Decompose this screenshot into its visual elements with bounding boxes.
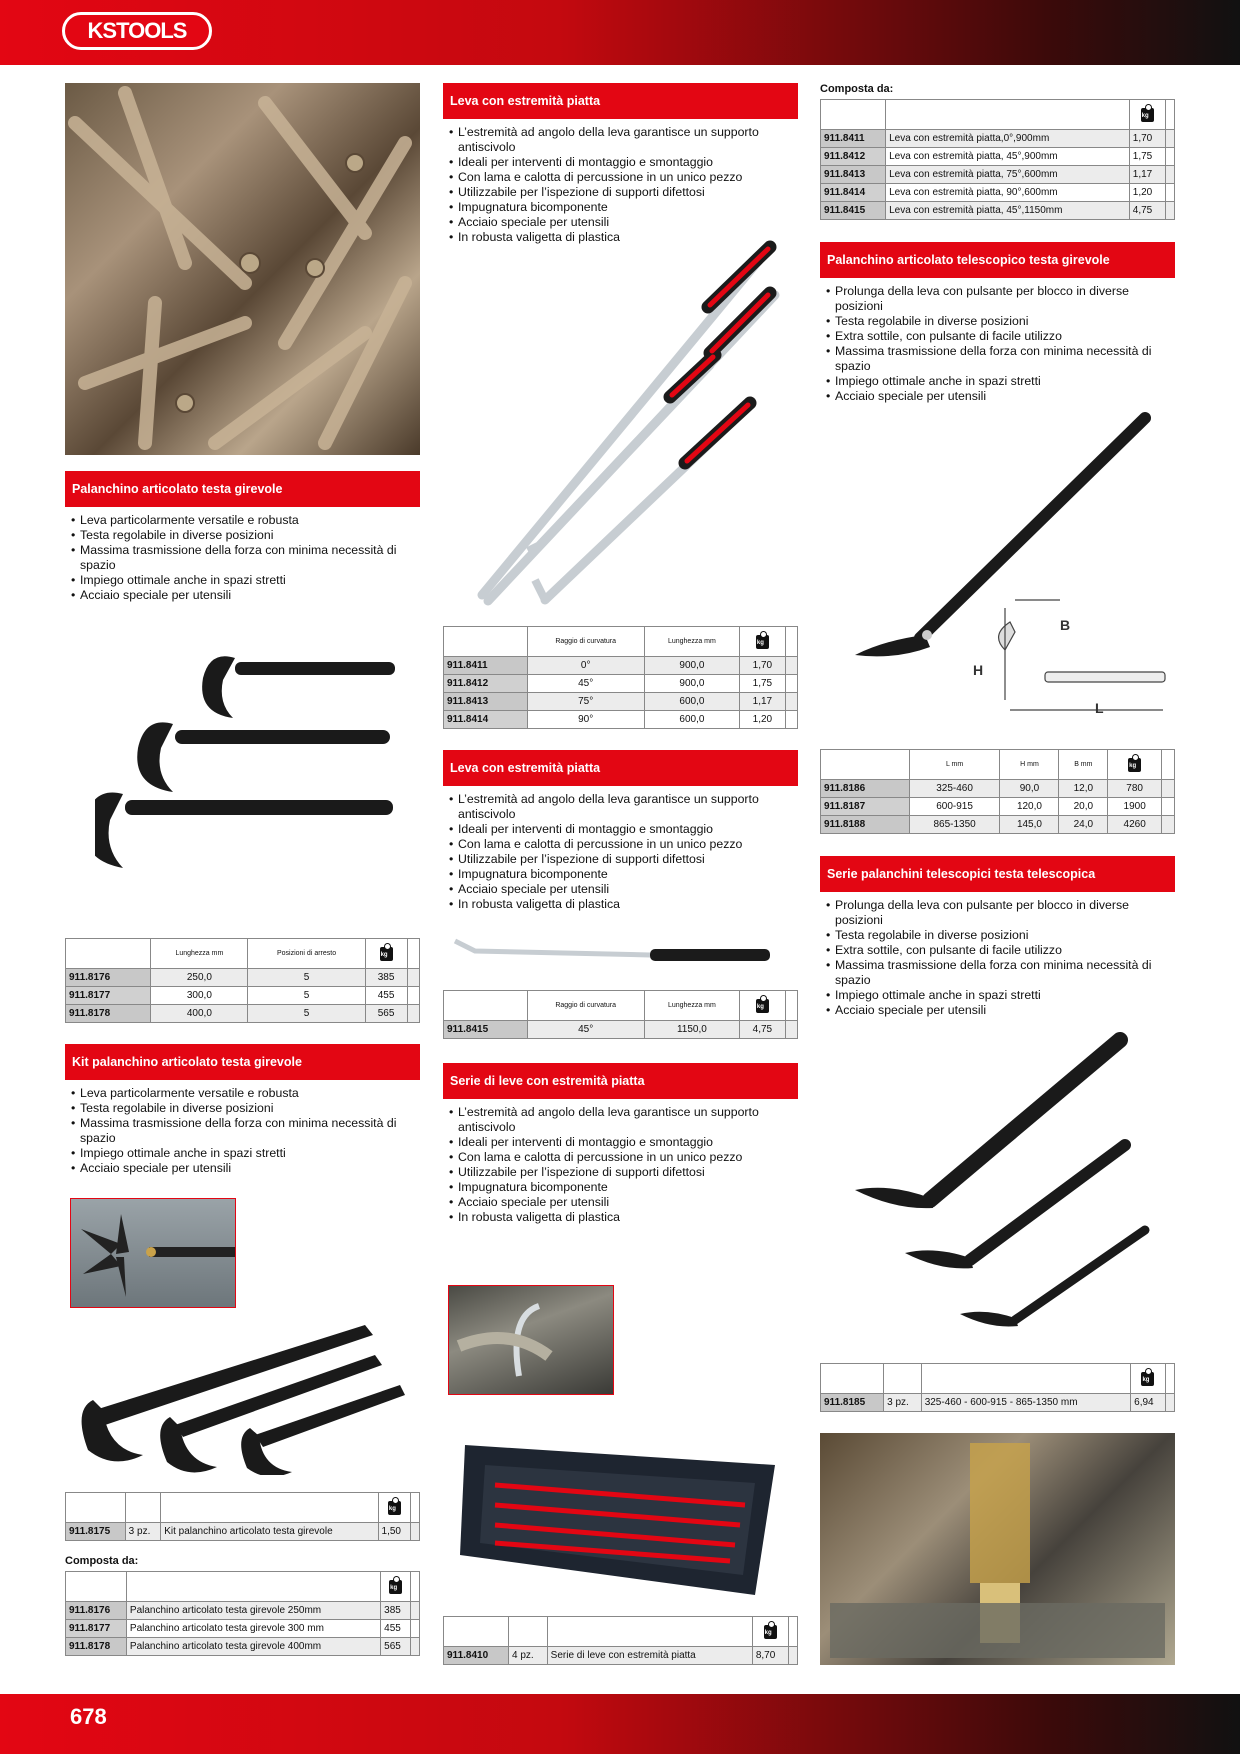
table-cell: Lunghezza mm bbox=[151, 939, 248, 969]
table-cell: 12,0 bbox=[1059, 780, 1108, 798]
table-cell: 3 pz. bbox=[884, 1394, 922, 1412]
table-cell: 385 bbox=[365, 969, 407, 987]
table-cell bbox=[1165, 100, 1174, 130]
table-cell bbox=[444, 1617, 509, 1647]
bullet-item: • Con lama e calotta di percussione in un unico pezzo bbox=[449, 1150, 798, 1165]
bullet-item: • Impiego ottimale anche in spazi stretti bbox=[826, 988, 1175, 1003]
table-cell bbox=[739, 991, 785, 1021]
table-cell bbox=[1165, 184, 1174, 202]
table-row bbox=[821, 184, 1175, 202]
composition-label: Composta da: bbox=[65, 1555, 139, 1567]
table-911-8410 bbox=[443, 1616, 798, 1665]
table-cell: 90° bbox=[527, 711, 644, 729]
table-cell bbox=[125, 1493, 161, 1523]
product-photo-pile bbox=[65, 83, 420, 455]
table-cell: H mm bbox=[1000, 750, 1059, 780]
table-cell: 911.8186 bbox=[821, 780, 910, 798]
table-cell: Serie di leve con estremità piatta bbox=[547, 1647, 752, 1665]
table-cell bbox=[411, 1620, 420, 1638]
table-row bbox=[821, 148, 1175, 166]
dim-label-h: H bbox=[973, 662, 984, 678]
table-cell: 75° bbox=[527, 693, 644, 711]
table-cell bbox=[1129, 100, 1165, 130]
table-911-8415 bbox=[443, 990, 798, 1039]
table-911-8185 bbox=[820, 1363, 1175, 1412]
table-header-row bbox=[444, 991, 798, 1021]
table-cell: 325-460 bbox=[909, 780, 1000, 798]
table-cell: 1,50 bbox=[378, 1523, 411, 1541]
bullet-item: • Acciaio speciale per utensili bbox=[449, 215, 798, 230]
table-cell: 911.8413 bbox=[444, 693, 528, 711]
table-cell: 911.8411 bbox=[444, 657, 528, 675]
table-911-8175 bbox=[65, 1492, 420, 1656]
bullet-item: • Prolunga della leva con pulsante per blocco in diverse posizioni bbox=[826, 284, 1175, 314]
table-cell: 1,75 bbox=[1129, 148, 1165, 166]
table-cell: 911.8175 bbox=[66, 1523, 126, 1541]
table-cell: Leva con estremità piatta, 90°,600mm bbox=[886, 184, 1130, 202]
bullet-item: • Extra sottile, con pulsante di facile utilizzo bbox=[826, 943, 1175, 958]
table-cell: 24,0 bbox=[1059, 816, 1108, 834]
table-cell bbox=[381, 1572, 411, 1602]
table-cell: Leva con estremità piatta,0°,900mm bbox=[886, 130, 1130, 148]
bullet-item: • Testa regolabile in diverse posizioni bbox=[71, 528, 420, 543]
table-cell: 911.8413 bbox=[821, 166, 886, 184]
table-cell: 911.8176 bbox=[66, 1602, 127, 1620]
table-cell bbox=[508, 1617, 547, 1647]
bullet-item: • Massima trasmissione della forza con minima necessità di spazio bbox=[71, 1116, 420, 1146]
table-cell bbox=[785, 711, 797, 729]
table-row bbox=[821, 798, 1175, 816]
table-cell: Lunghezza mm bbox=[644, 627, 739, 657]
table-cell: 6,94 bbox=[1131, 1394, 1166, 1412]
table-cell bbox=[161, 1493, 378, 1523]
table-cell bbox=[739, 627, 785, 657]
table-row bbox=[821, 816, 1175, 834]
table-cell bbox=[1162, 750, 1175, 780]
weight-icon bbox=[1128, 758, 1141, 772]
table-cell: Leva con estremità piatta, 45°,1150mm bbox=[886, 202, 1130, 220]
table-cell bbox=[821, 1364, 884, 1394]
table-cell bbox=[785, 693, 797, 711]
table-cell: 911.8411 bbox=[821, 130, 886, 148]
table-cell: Palanchino articolato testa girevole 250mm bbox=[126, 1602, 380, 1620]
bullet-item: • In robusta valigetta di plastica bbox=[449, 230, 798, 245]
table-cell: 911.8176 bbox=[66, 969, 151, 987]
table-cell bbox=[1162, 798, 1175, 816]
table-cell: 385 bbox=[381, 1602, 411, 1620]
table-cell bbox=[1165, 1364, 1174, 1394]
table-cell: 1,20 bbox=[1129, 184, 1165, 202]
table-cell: 1,17 bbox=[1129, 166, 1165, 184]
bullet-item: • Impugnatura bicomponente bbox=[449, 867, 798, 882]
weight-icon bbox=[389, 1580, 402, 1594]
usage-photo-engine bbox=[448, 1285, 614, 1395]
table-cell: Kit palanchino articolato testa girevole bbox=[161, 1523, 378, 1541]
product-image-swivel-bars bbox=[95, 640, 405, 870]
table-row bbox=[821, 202, 1175, 220]
bullet-item: • Impugnatura bicomponente bbox=[449, 1180, 798, 1195]
table-cell: 911.8412 bbox=[821, 148, 886, 166]
table-header-row bbox=[66, 939, 420, 969]
table-cell bbox=[1165, 148, 1174, 166]
table-cell: 5 bbox=[248, 987, 365, 1005]
table-cell bbox=[411, 1523, 420, 1541]
table-cell: 120,0 bbox=[1000, 798, 1059, 816]
table-cell: 1,70 bbox=[739, 657, 785, 675]
table-cell: 865-1350 bbox=[909, 816, 1000, 834]
product-image-flat-levers bbox=[470, 235, 780, 615]
table-cell bbox=[547, 1617, 752, 1647]
section-title: Kit palanchino articolato testa girevole bbox=[65, 1044, 420, 1080]
table-cell: Lunghezza mm bbox=[644, 991, 739, 1021]
table-cell: B mm bbox=[1059, 750, 1108, 780]
weight-icon bbox=[756, 999, 769, 1013]
table-cell bbox=[884, 1364, 922, 1394]
table-cell: 8,70 bbox=[752, 1647, 788, 1665]
bullet-item: • Testa regolabile in diverse posizioni bbox=[71, 1101, 420, 1116]
table-cell: Raggio di curvatura bbox=[527, 991, 644, 1021]
section-title: Serie palanchini telescopici testa telescopica bbox=[820, 856, 1175, 892]
table-cell: 300,0 bbox=[151, 987, 248, 1005]
table-cell: 5 bbox=[248, 1005, 365, 1023]
bullet-item: • Acciaio speciale per utensili bbox=[826, 1003, 1175, 1018]
page-number: 678 bbox=[70, 1704, 107, 1729]
bullet-item: • Leva particolarmente versatile e robusta bbox=[71, 513, 420, 528]
table-row bbox=[66, 969, 420, 987]
table-row bbox=[821, 1394, 1175, 1412]
product-image-telescopic-bar bbox=[845, 410, 1175, 720]
table-row bbox=[444, 657, 798, 675]
bullet-item: • Impugnatura bicomponente bbox=[449, 200, 798, 215]
table-cell: 780 bbox=[1108, 780, 1162, 798]
table-cell: 911.8185 bbox=[821, 1394, 884, 1412]
table-cell: 4,75 bbox=[1129, 202, 1165, 220]
table-cell: 4,75 bbox=[739, 1021, 785, 1039]
weight-icon bbox=[1141, 108, 1154, 122]
table-row bbox=[66, 1602, 420, 1620]
table-row bbox=[444, 1647, 798, 1665]
table-cell: 325-460 - 600-915 - 865-1350 mm bbox=[921, 1394, 1130, 1412]
table-cell: 911.8414 bbox=[821, 184, 886, 202]
table-cell: 600-915 bbox=[909, 798, 1000, 816]
table-cell: 20,0 bbox=[1059, 798, 1108, 816]
section-title: Serie di leve con estremità piatta bbox=[443, 1063, 798, 1099]
composition-label: Composta da: bbox=[820, 83, 894, 95]
table-header-row bbox=[444, 627, 798, 657]
table-cell: 911.8188 bbox=[821, 816, 910, 834]
table-cell: 1,75 bbox=[739, 675, 785, 693]
table-header-row bbox=[821, 750, 1175, 780]
table-cell: 911.8178 bbox=[66, 1005, 151, 1023]
table-cell: 911.8412 bbox=[444, 675, 528, 693]
table-cell: 911.8177 bbox=[66, 987, 151, 1005]
table-cell bbox=[886, 100, 1130, 130]
table-cell bbox=[752, 1617, 788, 1647]
table-cell bbox=[785, 627, 797, 657]
section-composition-8410 bbox=[820, 83, 1175, 220]
table-cell: Posizioni di arresto bbox=[248, 939, 365, 969]
table-cell: 1,70 bbox=[1129, 130, 1165, 148]
table-cell: 1,20 bbox=[739, 711, 785, 729]
bullet-item: • Ideali per interventi di montaggio e smontaggio bbox=[449, 822, 798, 837]
bullet-list bbox=[65, 513, 420, 603]
table-cell: 45° bbox=[527, 675, 644, 693]
ks-tools-logo: KSTOOLS bbox=[62, 12, 212, 50]
bullet-list bbox=[65, 1086, 420, 1176]
table-cell bbox=[444, 991, 528, 1021]
bullet-item: • Acciaio speciale per utensili bbox=[449, 882, 798, 897]
table-cell bbox=[411, 1602, 420, 1620]
table-cell bbox=[378, 1493, 411, 1523]
table-cell: 455 bbox=[381, 1620, 411, 1638]
bullet-item: • Testa regolabile in diverse posizioni bbox=[826, 314, 1175, 329]
table-cell: 3 pz. bbox=[125, 1523, 161, 1541]
detail-photo-swivel-head bbox=[70, 1198, 236, 1308]
bullet-item: • L’estremità ad angolo della leva garantisce un supporto antiscivolo bbox=[449, 1105, 798, 1135]
table-cell bbox=[821, 100, 886, 130]
table-cell: Palanchino articolato testa girevole 300 mm bbox=[126, 1620, 380, 1638]
table-911-8186 bbox=[820, 749, 1175, 834]
table-header-row bbox=[444, 1617, 798, 1647]
bullet-item: • Ideali per interventi di montaggio e smontaggio bbox=[449, 1135, 798, 1150]
table-cell bbox=[1165, 130, 1174, 148]
table-row bbox=[66, 987, 420, 1005]
section-tele bbox=[820, 242, 1175, 404]
bullet-item: • L’estremità ad angolo della leva garantisce un supporto antiscivolo bbox=[449, 125, 798, 155]
table-cell: Leva con estremità piatta, 45°,900mm bbox=[886, 148, 1130, 166]
table-header-row bbox=[821, 100, 1175, 130]
bullet-item: • Utilizzabile per l’ispezione di supporti difettosi bbox=[449, 852, 798, 867]
table-row bbox=[444, 693, 798, 711]
bullet-item: • Impiego ottimale anche in spazi stretti bbox=[71, 1146, 420, 1161]
section-serietele bbox=[820, 856, 1175, 1018]
section-leva-2 bbox=[443, 750, 798, 912]
bullet-item: • Prolunga della leva con pulsante per blocco in diverse posizioni bbox=[826, 898, 1175, 928]
dimension-diagram bbox=[999, 600, 1165, 710]
bullet-item: • Massima trasmissione della forza con minima necessità di spazio bbox=[826, 344, 1175, 374]
bullet-item: • L’estremità ad angolo della leva garantisce un supporto antiscivolo bbox=[449, 792, 798, 822]
table-row bbox=[821, 166, 1175, 184]
table-cell: 565 bbox=[381, 1638, 411, 1656]
table-cell: 145,0 bbox=[1000, 816, 1059, 834]
weight-icon bbox=[380, 947, 393, 961]
table-cell: Leva con estremità piatta, 75°,600mm bbox=[886, 166, 1130, 184]
bullet-list bbox=[820, 284, 1175, 404]
table-row bbox=[444, 1021, 798, 1039]
table-cell: 565 bbox=[365, 1005, 407, 1023]
bullet-list bbox=[443, 792, 798, 912]
bullet-item: • Acciaio speciale per utensili bbox=[71, 1161, 420, 1176]
bullet-item: • Impiego ottimale anche in spazi stretti bbox=[826, 374, 1175, 389]
table-cell bbox=[411, 1638, 420, 1656]
section-title: Palanchino articolato telescopico testa girevole bbox=[820, 242, 1175, 278]
table-cell bbox=[407, 969, 419, 987]
section-leva-1 bbox=[443, 83, 798, 245]
bullet-item: • Acciaio speciale per utensili bbox=[826, 389, 1175, 404]
table-cell: 45° bbox=[527, 1021, 644, 1039]
table-cell bbox=[821, 750, 910, 780]
table-cell: 1900 bbox=[1108, 798, 1162, 816]
bullet-item: • Acciaio speciale per utensili bbox=[71, 588, 420, 603]
bullet-item: • Con lama e calotta di percussione in un unico pezzo bbox=[449, 837, 798, 852]
bullet-item: • In robusta valigetta di plastica bbox=[449, 897, 798, 912]
table-cell bbox=[407, 939, 419, 969]
table-cell: Palanchino articolato testa girevole 400mm bbox=[126, 1638, 380, 1656]
table-cell: 600,0 bbox=[644, 711, 739, 729]
usage-photo-machining bbox=[820, 1433, 1175, 1665]
table-cell: 1150,0 bbox=[644, 1021, 739, 1039]
table-row bbox=[66, 1005, 420, 1023]
table-cell bbox=[411, 1493, 420, 1523]
section-kit bbox=[65, 1044, 420, 1176]
table-row bbox=[821, 780, 1175, 798]
table-cell bbox=[365, 939, 407, 969]
table-911-8176 bbox=[65, 938, 420, 1023]
bullet-item: • Extra sottile, con pulsante di facile utilizzo bbox=[826, 329, 1175, 344]
bullet-item: • Massima trasmissione della forza con minima necessità di spazio bbox=[71, 543, 420, 573]
table-cell bbox=[1162, 816, 1175, 834]
section-title: Leva con estremità piatta bbox=[443, 750, 798, 786]
section-palanchino bbox=[65, 471, 420, 603]
table-cell bbox=[921, 1364, 1130, 1394]
bullet-item: • In robusta valigetta di plastica bbox=[449, 1210, 798, 1225]
product-image-telescopic-set bbox=[840, 1030, 1170, 1350]
table-cell bbox=[444, 627, 528, 657]
table-cell bbox=[785, 991, 797, 1021]
table-cell: 911.8187 bbox=[821, 798, 910, 816]
bullet-list bbox=[820, 898, 1175, 1018]
table-cell bbox=[1131, 1364, 1166, 1394]
table-cell: 911.8414 bbox=[444, 711, 528, 729]
table-cell: 250,0 bbox=[151, 969, 248, 987]
table-cell: 911.8415 bbox=[821, 202, 886, 220]
table-cell bbox=[66, 939, 151, 969]
table-cell: 911.8178 bbox=[66, 1638, 127, 1656]
table-header-row bbox=[66, 1572, 420, 1602]
table-row bbox=[66, 1523, 420, 1541]
table-row bbox=[66, 1638, 420, 1656]
table-cell: 911.8415 bbox=[444, 1021, 528, 1039]
table-row bbox=[444, 675, 798, 693]
bullet-item: • Leva particolarmente versatile e robusta bbox=[71, 1086, 420, 1101]
table-cell bbox=[66, 1572, 127, 1602]
table-cell: Raggio di curvatura bbox=[527, 627, 644, 657]
product-image-long-lever bbox=[450, 925, 780, 975]
table-cell: 4 pz. bbox=[508, 1647, 547, 1665]
bullet-item: • Utilizzabile per l’ispezione di supporti difettosi bbox=[449, 185, 798, 200]
table-cell bbox=[126, 1572, 380, 1602]
table-cell bbox=[785, 675, 797, 693]
table-cell: 911.8177 bbox=[66, 1620, 127, 1638]
table-cell bbox=[788, 1617, 797, 1647]
table-cell: 90,0 bbox=[1000, 780, 1059, 798]
section-title: Leva con estremità piatta bbox=[443, 83, 798, 119]
table-cell bbox=[407, 1005, 419, 1023]
table-cell bbox=[66, 1493, 126, 1523]
table-header-row bbox=[821, 1364, 1175, 1394]
table-cell bbox=[411, 1572, 420, 1602]
bullet-list bbox=[443, 125, 798, 245]
bullet-item: • Con lama e calotta di percussione in un unico pezzo bbox=[449, 170, 798, 185]
weight-icon bbox=[756, 635, 769, 649]
table-row bbox=[821, 130, 1175, 148]
table-cell bbox=[788, 1647, 797, 1665]
table-header-row bbox=[66, 1493, 420, 1523]
dim-label-l: L bbox=[1095, 700, 1104, 716]
table-cell: 900,0 bbox=[644, 675, 739, 693]
table-row bbox=[66, 1620, 420, 1638]
table-cell: 400,0 bbox=[151, 1005, 248, 1023]
weight-icon bbox=[764, 1625, 777, 1639]
table-cell bbox=[785, 1021, 797, 1039]
weight-icon bbox=[388, 1501, 401, 1515]
table-cell bbox=[1108, 750, 1162, 780]
table-cell: 5 bbox=[248, 969, 365, 987]
table-911-8411 bbox=[443, 626, 798, 729]
table-cell: 4260 bbox=[1108, 816, 1162, 834]
bullet-item: • Ideali per interventi di montaggio e smontaggio bbox=[449, 155, 798, 170]
table-cell: 455 bbox=[365, 987, 407, 1005]
bullet-item: • Impiego ottimale anche in spazi stretti bbox=[71, 573, 420, 588]
table-cell bbox=[1165, 202, 1174, 220]
bottom-banner bbox=[0, 1694, 1240, 1754]
table-cell bbox=[407, 987, 419, 1005]
bullet-list bbox=[443, 1105, 798, 1225]
table-cell: 600,0 bbox=[644, 693, 739, 711]
table-cell bbox=[1165, 1394, 1174, 1412]
table-cell: 0° bbox=[527, 657, 644, 675]
table-cell: 911.8410 bbox=[444, 1647, 509, 1665]
table-cell bbox=[1162, 780, 1175, 798]
product-image-case bbox=[455, 1425, 785, 1605]
table-row bbox=[444, 711, 798, 729]
bullet-item: • Acciaio speciale per utensili bbox=[449, 1195, 798, 1210]
table-cell: 1,17 bbox=[739, 693, 785, 711]
bullet-item: • Testa regolabile in diverse posizioni bbox=[826, 928, 1175, 943]
bullet-item: • Massima trasmissione della forza con minima necessità di spazio bbox=[826, 958, 1175, 988]
weight-icon bbox=[1141, 1372, 1154, 1386]
table-cell bbox=[785, 657, 797, 675]
product-image-kit-bars bbox=[75, 1315, 405, 1475]
table-cell: L mm bbox=[909, 750, 1000, 780]
section-title: Palanchino articolato testa girevole bbox=[65, 471, 420, 507]
dim-label-b: B bbox=[1060, 617, 1071, 633]
table-cell: 900,0 bbox=[644, 657, 739, 675]
table-cell bbox=[1165, 166, 1174, 184]
bullet-item: • Utilizzabile per l’ispezione di supporti difettosi bbox=[449, 1165, 798, 1180]
section-serie bbox=[443, 1063, 798, 1225]
